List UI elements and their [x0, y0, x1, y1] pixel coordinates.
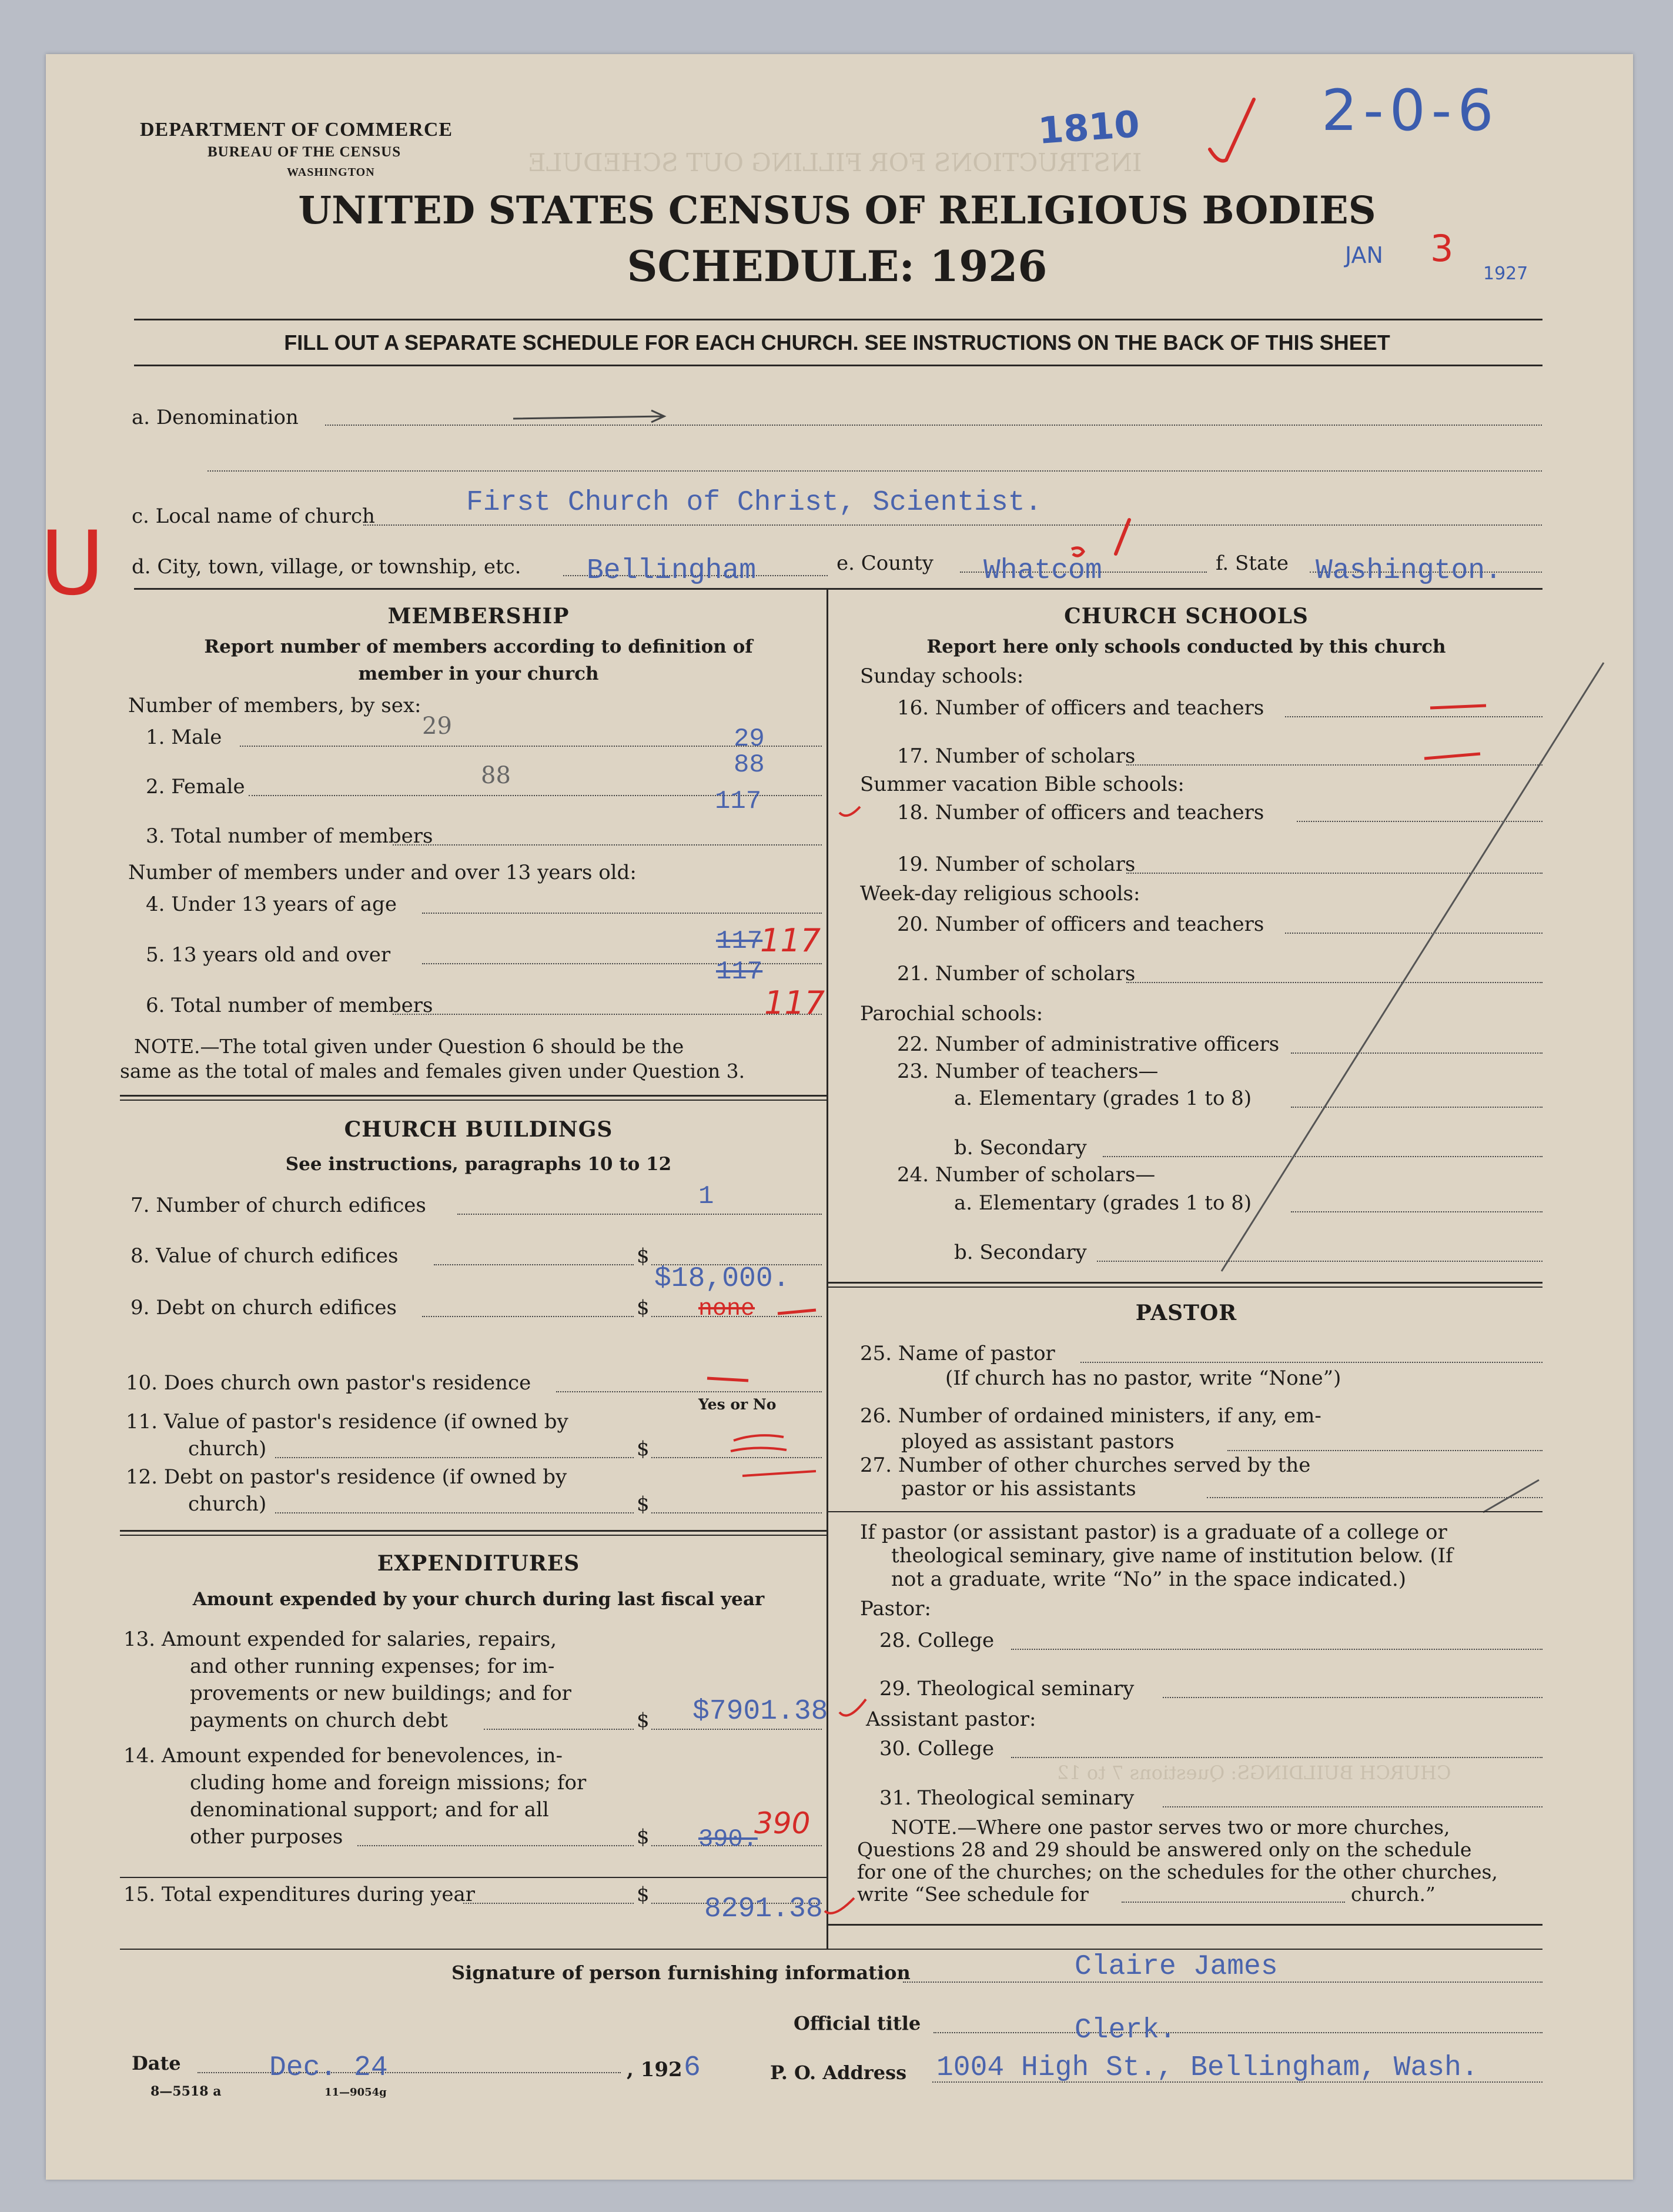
- graduate-instruction-1: If pastor (or assistant pastor) is a graduate of a college or: [860, 1521, 1447, 1544]
- assistant-pastor-subheading: Assistant pastor:: [866, 1708, 1036, 1731]
- q24-label: 24. Number of scholars—: [897, 1163, 1156, 1187]
- q13-dollar-sign: $: [637, 1709, 650, 1732]
- q13-label-3: provements or new buildings; and for: [190, 1682, 571, 1705]
- q14-struck-value: 390.: [698, 1825, 758, 1853]
- file-number-annotation: 1810: [1036, 102, 1141, 152]
- q10-label: 10. Does church own pastor's residence: [126, 1371, 531, 1395]
- q12-red-dash: [740, 1465, 822, 1483]
- members-by-age-label: Number of members under and over 13 years old:: [128, 861, 637, 884]
- q14-label-2: cluding home and foreign missions; for: [190, 1771, 587, 1795]
- q14-dollar-sign: $: [637, 1825, 650, 1849]
- q6-corrected-value: 117: [764, 984, 825, 1021]
- year-prefix: , 192: [627, 2058, 682, 2081]
- q24b-label: b. Secondary: [954, 1241, 1087, 1264]
- q5-label: 5. 13 years old and over: [146, 943, 391, 967]
- pastor-note-2: Questions 28 and 29 should be answered only on the schedule: [857, 1838, 1472, 1861]
- q1-pencil-note: 29: [422, 713, 452, 740]
- membership-note-2: same as the total of males and females given under Question 3.: [120, 1060, 745, 1082]
- form-title: UNITED STATES CENSUS OF RELIGIOUS BODIES: [298, 188, 1376, 233]
- denomination-field[interactable]: [325, 425, 1542, 426]
- q7-label: 7. Number of church edifices: [131, 1194, 426, 1217]
- q11-red-scribble: [728, 1428, 798, 1463]
- q8-dollar-sign: $: [637, 1244, 650, 1268]
- po-address-value: 1004 High St., Bellingham, Wash.: [936, 2052, 1478, 2084]
- members-by-sex-label: Number of members, by sex:: [128, 694, 421, 717]
- q13-value: $7901.38: [692, 1696, 828, 1728]
- date-field[interactable]: [198, 2072, 621, 2073]
- q12-dollar-sign: $: [637, 1492, 650, 1516]
- q19-label: 19. Number of scholars: [897, 853, 1136, 876]
- q28-label: 28. College: [879, 1629, 995, 1652]
- q13-label-2: and other running expenses; for im-: [190, 1655, 555, 1678]
- see-schedule-field[interactable]: [1122, 1902, 1345, 1903]
- q12-label-1: 12. Debt on pastor's residence (if owned by: [126, 1465, 567, 1489]
- red-check-mark: [1198, 91, 1263, 173]
- sunday-schools-label: Sunday schools:: [860, 664, 1024, 688]
- pastor-heading: PASTOR: [1135, 1301, 1237, 1325]
- q5-corrected-value: 117: [760, 922, 821, 959]
- q28-field[interactable]: [1011, 1649, 1542, 1650]
- q23a-label: a. Elementary (grades 1 to 8): [954, 1087, 1252, 1110]
- q25-label: 25. Name of pastor: [860, 1342, 1055, 1365]
- q14-label-4: other purposes: [190, 1825, 343, 1849]
- schools-heading: CHURCH SCHOOLS: [1064, 604, 1309, 629]
- year-digit: 6: [684, 2052, 701, 2084]
- q26-label-1: 26. Number of ordained ministers, if any, em-: [860, 1404, 1321, 1428]
- membership-instruction-2: member in your church: [358, 663, 599, 684]
- q2-pencil-note: 88: [481, 762, 511, 789]
- official-title-field[interactable]: [933, 2032, 1542, 2033]
- stamp-day: 3: [1430, 227, 1454, 270]
- membership-instruction-1: Report number of members according to definition of: [204, 636, 753, 657]
- q16-label: 16. Number of officers and teachers: [897, 696, 1264, 720]
- q14-corrected-value: 390: [754, 1806, 811, 1840]
- parochial-schools-label: Parochial schools:: [860, 1002, 1043, 1025]
- q25-field[interactable]: [1080, 1362, 1542, 1363]
- q7-field[interactable]: [457, 1214, 822, 1215]
- q11-dollar-sign: $: [637, 1437, 650, 1461]
- q13-label-4: payments on church debt: [190, 1709, 448, 1732]
- q25-note: (If church has no pastor, write “None”): [945, 1366, 1341, 1390]
- pastor-note-5: church.”: [1351, 1883, 1436, 1906]
- q4-label: 4. Under 13 years of age: [146, 893, 397, 916]
- q15-value: 8291.38: [704, 1893, 823, 1925]
- expenditures-instruction: Amount expended by your church during last fiscal year: [192, 1589, 765, 1610]
- q24a-label: a. Elementary (grades 1 to 8): [954, 1191, 1252, 1215]
- weekday-schools-label: Week-day religious schools:: [860, 882, 1140, 905]
- q29-field[interactable]: [1163, 1697, 1542, 1698]
- q30-label: 30. College: [879, 1737, 995, 1760]
- denomination-label: a. Denomination: [132, 406, 299, 429]
- graduate-instruction-3: not a graduate, write “No” in the space indicated.): [891, 1568, 1407, 1591]
- local-name-field[interactable]: [363, 524, 1542, 526]
- expenditures-heading: EXPENDITURES: [377, 1551, 580, 1576]
- q13-field[interactable]: [651, 1729, 822, 1730]
- q13-label-1: 13. Amount expended for salaries, repairs,: [123, 1628, 557, 1651]
- q9-red-dash: [775, 1303, 822, 1321]
- q10-red-dash: [704, 1370, 757, 1388]
- q31-label: 31. Theological seminary: [879, 1786, 1135, 1810]
- date-label: Date: [132, 2052, 181, 2074]
- q6-label: 6. Total number of members: [146, 994, 433, 1017]
- city-name: WASHINGTON: [287, 166, 375, 179]
- pastor-note-1: NOTE.—Where one pastor serves two or more churches,: [891, 1816, 1450, 1839]
- q21-label: 21. Number of scholars: [897, 962, 1136, 985]
- q10-field[interactable]: [556, 1391, 822, 1392]
- show-through-heading: INSTRUCTIONS FOR FILLING OUT SCHEDULE: [528, 148, 1142, 177]
- q10-yes-no-hint: Yes or No: [698, 1396, 777, 1413]
- q22-label: 22. Number of administrative officers: [897, 1033, 1280, 1056]
- q9-struck-value: none: [698, 1296, 755, 1322]
- q3-field[interactable]: [393, 844, 822, 846]
- state-label: f. State: [1216, 552, 1289, 575]
- q29-label: 29. Theological seminary: [879, 1677, 1135, 1700]
- membership-note-1: NOTE.—The total given under Question 6 should be the: [134, 1035, 684, 1058]
- county-check-marks: [1066, 513, 1148, 572]
- q30-field[interactable]: [1011, 1757, 1542, 1758]
- q2-value: 88: [734, 750, 765, 780]
- q12-field[interactable]: [651, 1512, 822, 1513]
- q3-red-tick: [836, 801, 866, 830]
- red-u-mark: U: [40, 513, 105, 615]
- q20-label: 20. Number of officers and teachers: [897, 913, 1264, 936]
- schools-instruction: Report here only schools conducted by this church: [926, 636, 1446, 657]
- signature-label: Signature of person furnishing information: [451, 1962, 911, 1984]
- buildings-instruction: See instructions, paragraphs 10 to 12: [285, 1154, 672, 1175]
- q12-label-2: church): [188, 1492, 267, 1516]
- q26-field[interactable]: [1227, 1450, 1542, 1451]
- bureau-name: BUREAU OF THE CENSUS: [208, 144, 401, 160]
- q14-label-3: denominational support; and for all: [190, 1798, 549, 1822]
- membership-heading: MEMBERSHIP: [387, 604, 570, 629]
- census-schedule-page: [40, 54, 1633, 2180]
- q2-label: 2. Female: [146, 775, 245, 798]
- q6-field[interactable]: [393, 1014, 822, 1015]
- q23b-label: b. Secondary: [954, 1136, 1087, 1160]
- county-value: Whatcom: [983, 555, 1102, 587]
- q31-field[interactable]: [1163, 1806, 1542, 1807]
- summer-schools-label: Summer vacation Bible schools:: [860, 773, 1185, 796]
- q11-label-1: 11. Value of pastor's residence (if owned by: [126, 1410, 568, 1434]
- q7-value: 1: [698, 1182, 714, 1211]
- pastor-note-4: write “See schedule for: [857, 1883, 1089, 1906]
- date-value: Dec. 24: [269, 2052, 388, 2084]
- signature-value: Claire James: [1075, 1951, 1278, 1983]
- q15-label: 15. Total expenditures during year: [123, 1883, 476, 1906]
- denomination-continued-field[interactable]: [208, 470, 1542, 472]
- q26-label-2: ployed as assistant pastors: [901, 1430, 1175, 1453]
- q3-value: 117: [715, 787, 762, 816]
- q9-dots: [422, 1316, 634, 1317]
- q5-struck-value-2: 117: [716, 957, 763, 987]
- city-label: d. City, town, village, or township, etc.: [132, 555, 521, 579]
- local-name-value: First Church of Christ, Scientist.: [466, 487, 1042, 519]
- instruction-banner: FILL OUT A SEPARATE SCHEDULE FOR EACH CHURCH. SEE INSTRUCTIONS ON THE BACK OF THIS SHEET: [284, 330, 1390, 355]
- q11-label-2: church): [188, 1437, 267, 1461]
- q23-label: 23. Number of teachers—: [897, 1060, 1159, 1083]
- q18-label: 18. Number of officers and teachers: [897, 801, 1264, 824]
- local-name-label: c. Local name of church: [132, 504, 375, 528]
- q4-field[interactable]: [422, 913, 822, 914]
- q13-dots: [484, 1729, 634, 1730]
- graduate-instruction-2: theological seminary, give name of institution below. (If: [891, 1544, 1453, 1568]
- stamp-month: JAN: [1345, 242, 1383, 268]
- pencil-arrow-mark: [510, 407, 675, 425]
- official-title-value: Clerk.: [1075, 2014, 1176, 2046]
- state-value: Washington.: [1316, 555, 1502, 587]
- q1-value: 29: [734, 724, 765, 754]
- q8-label: 8. Value of church edifices: [131, 1244, 399, 1268]
- buildings-heading: CHURCH BUILDINGS: [344, 1117, 613, 1142]
- po-address-label: P. O. Address: [770, 2061, 907, 2084]
- stamp-year: 1927: [1483, 263, 1528, 284]
- city-value: Bellingham: [587, 555, 757, 587]
- form-number: 8—5518 a: [150, 2084, 222, 2099]
- code-annotation: 2-0-6: [1321, 78, 1500, 143]
- schedule-title: SCHEDULE: 1926: [627, 241, 1048, 291]
- q3-label: 3. Total number of members: [146, 824, 433, 848]
- q27-label-2: pastor or his assistants: [901, 1477, 1136, 1501]
- q9-label: 9. Debt on church edifices: [131, 1296, 397, 1319]
- print-number: 11—9054g: [324, 2086, 387, 2099]
- department-name: DEPARTMENT OF COMMERCE: [140, 119, 453, 141]
- q14-label-1: 14. Amount expended for benevolences, in-: [123, 1744, 563, 1767]
- q11-dots: [275, 1457, 634, 1458]
- q9-dollar-sign: $: [637, 1296, 650, 1319]
- pastor-subheading: Pastor:: [860, 1597, 931, 1620]
- q8-dots: [434, 1264, 634, 1265]
- q5-struck-value: 117: [716, 927, 763, 956]
- q27-label-1: 27. Number of other churches served by the: [860, 1453, 1311, 1477]
- q8-value: $18,000.: [654, 1263, 790, 1295]
- q15-dollar-sign: $: [637, 1883, 650, 1906]
- q1-label: 1. Male: [146, 726, 222, 749]
- show-through-subheading: CHURCH BUILDINGS: Questions 7 to 12: [1057, 1762, 1451, 1784]
- q14-dots: [357, 1845, 634, 1846]
- official-title-label: Official title: [794, 2012, 921, 2034]
- q12-dots: [275, 1512, 634, 1513]
- pastor-note-3: for one of the churches; on the schedules for the other churches,: [857, 1860, 1498, 1883]
- q17-label: 17. Number of scholars: [897, 744, 1136, 768]
- county-label: e. County: [836, 552, 933, 575]
- pencil-strike-line: [1216, 654, 1615, 1289]
- q15-dots: [463, 1903, 634, 1904]
